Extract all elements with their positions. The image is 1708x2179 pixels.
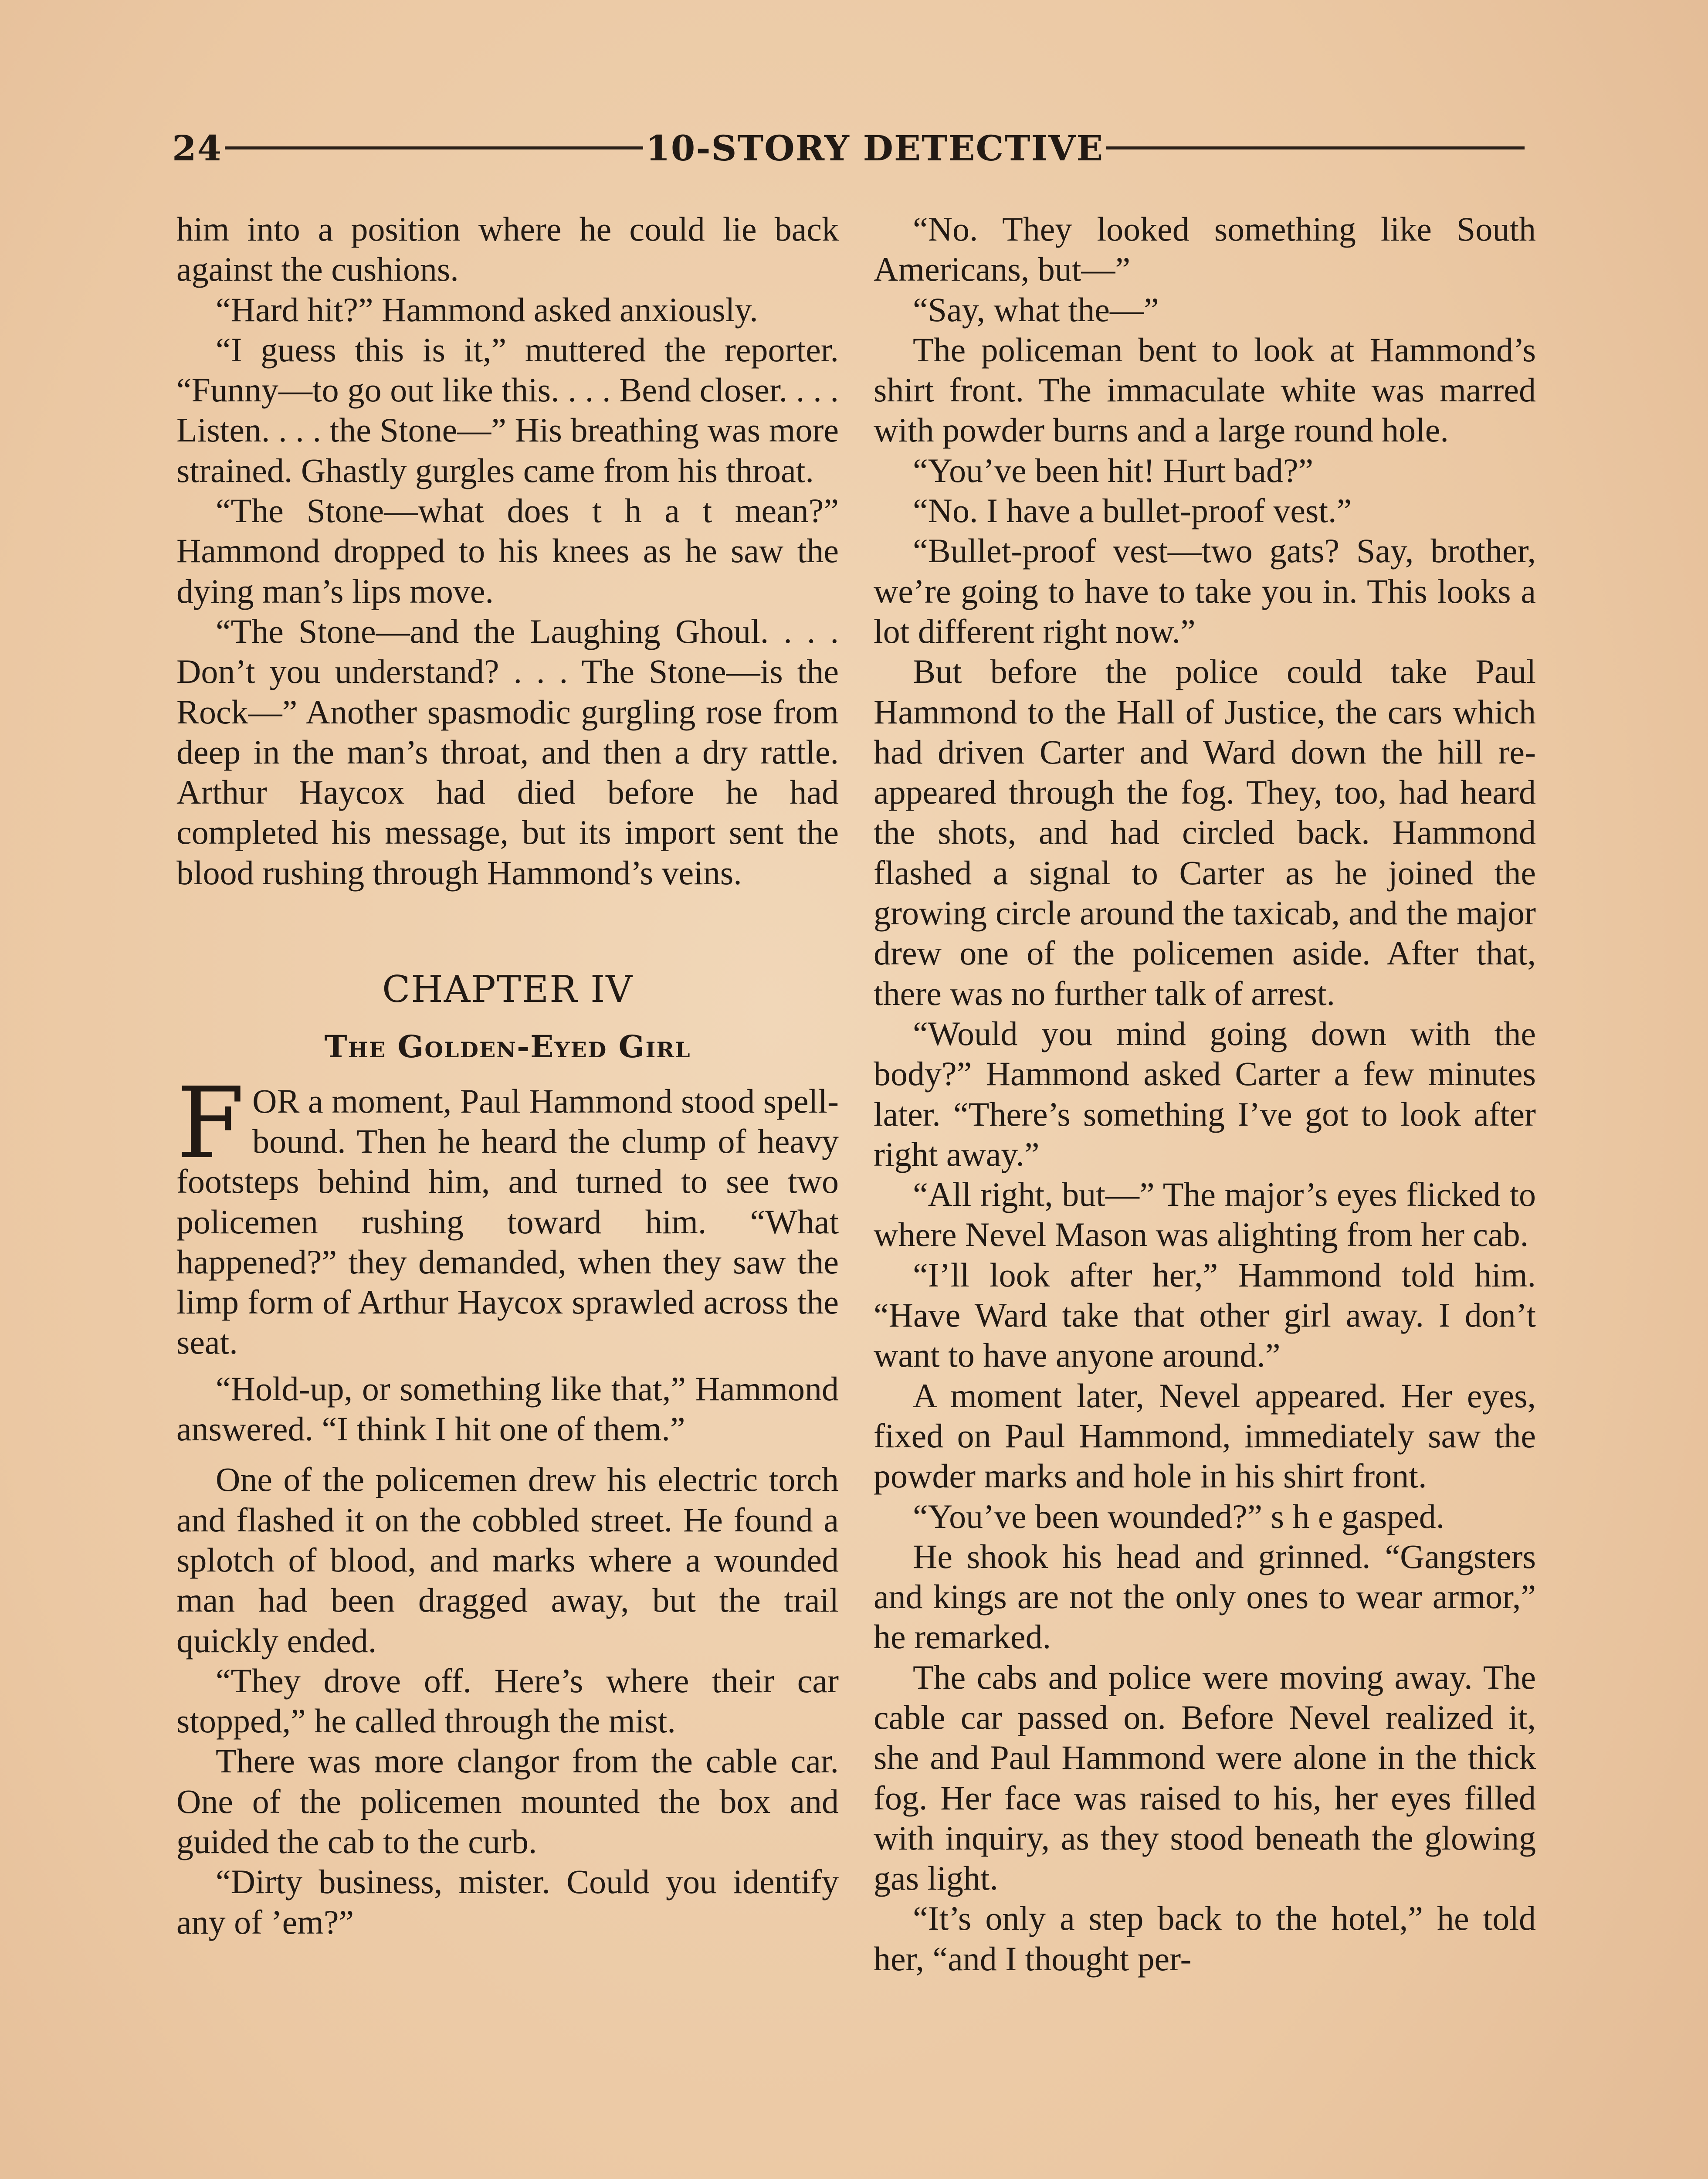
paragraph: “They drove off. Here’s where their car stopped,” he called through the mist. bbox=[176, 1661, 839, 1740]
paragraph: “The Stone—and the Laughing Ghoul. . . . Don’t you understand? . . . The Stone—is the Rock—” Another spasmodic gurgling rose from deep in the man’s throat, and then a dry rattle. Arthur Haycox had died before he had completed his message, but its import sent the blood rushing through Hammond’s veins. bbox=[176, 612, 839, 892]
paragraph: He shook his head and grinned. “Gangsters and kings are not the only ones to wear armor,” he remarked. bbox=[874, 1537, 1536, 1656]
paragraph: “You’ve been hit! Hurt bad?” bbox=[913, 451, 1314, 489]
paragraph: “It’s only a step back to the hotel,” he told her, “and I thought per- bbox=[874, 1899, 1536, 1978]
header-rule-left bbox=[225, 146, 643, 149]
page-number: 24 bbox=[172, 127, 223, 169]
paragraph: “All right, but—” The major’s eyes flicked to where Nevel Mason was alighting from her cab. bbox=[874, 1175, 1536, 1254]
paragraph-text: OR a moment, Paul Hammond stood spell-bound. Then he heard the clump of heavy footsteps behind him, and turned to see two policemen rushing toward him. “What happened?” they demanded, when they saw the limp form of Arthur Haycox sprawled across the seat. bbox=[176, 1082, 839, 1361]
paragraph: But before the police could take Paul Hammond to the Hall of Justice, the cars which had driven Carter and Ward down the hill re-appeared through the fog. They, too, had heard the shots, and had circled back. Hammond flashed a signal to Carter as he joined the growing circle around the taxicab, and the major drew one of the policemen aside. After that, there was no further talk of arrest. bbox=[874, 652, 1536, 1012]
paragraph: “No. I have a bullet-proof vest.” bbox=[913, 492, 1352, 530]
paragraph: “Dirty business, mister. Could you identify any of ’em?” bbox=[176, 1863, 839, 1941]
paragraph: “Would you mind going down with the body?” Hammond asked Carter a few minutes later. “There’s something I’ve got to look after right away.” bbox=[874, 1014, 1536, 1173]
chapter-heading: CHAPTER IV bbox=[382, 968, 633, 1011]
running-header bbox=[172, 127, 1527, 169]
paragraph: There was more clangor from the cable car. One of the policemen mounted the box and guided the cab to the curb. bbox=[176, 1742, 839, 1860]
spacer bbox=[176, 1363, 839, 1369]
paragraph: “You’ve been wounded?” s h e gasped. bbox=[913, 1497, 1445, 1535]
paragraph: “The Stone—what does t h a t mean?” Hammond dropped to his knees as he saw the dying man’s lips move. bbox=[176, 492, 839, 610]
paragraph bbox=[176, 1066, 839, 1363]
paragraph: One of the policemen drew his electric torch and flashed it on the cobbled street. He found a splotch of blood, and marks where a wounded man had been dragged away, but the trail quickly ended. bbox=[176, 1460, 839, 1660]
magazine-title: 10-STORY DETECTIVE bbox=[646, 127, 1104, 169]
paragraph: “No. They looked something like South Americans, but—” bbox=[874, 210, 1536, 288]
paragraph: A moment later, Nevel appeared. Her eyes, fixed on Paul Hammond, immediately saw the powder marks and hole in his shirt front. bbox=[874, 1376, 1536, 1495]
paragraph: The policeman bent to look at Hammond’s shirt front. The immaculate white was marred with powder burns and a large round hole. bbox=[874, 330, 1536, 449]
right-column bbox=[874, 209, 1536, 1979]
spacer bbox=[176, 1449, 839, 1459]
paragraph: him into a position where he could lie back against the cushions. bbox=[176, 210, 839, 288]
paragraph: “I guess this is it,” muttered the reporter. “Funny—to go out like this. . . . Bend closer. . . . Listen. . . . the Stone—” His breathing was more strained. Ghastly gurgles came from his throat. bbox=[176, 330, 839, 489]
paragraph: The cabs and police were moving away. The cable car passed on. Before Nevel realized it, she and Paul Hammond were alone in the thick fog. Her face was raised to his, her eyes filled with inquiry, as they stood beneath the glowing gas light. bbox=[874, 1658, 1536, 1897]
left-column bbox=[176, 209, 839, 1942]
paragraph: “Hard hit?” Hammond asked anxiously. bbox=[216, 290, 758, 329]
paragraph: “Hold-up, or something like that,” Hammond answered. “I think I hit one of them.” bbox=[176, 1369, 839, 1448]
paragraph: “Bullet-proof vest—two gats? Say, brother, we’re going to have to take you in. This looks a lot different right now.” bbox=[874, 532, 1536, 650]
paragraph: “I’ll look after her,” Hammond told him. “Have Ward take that other girl away. I don’t want to have anyone around.” bbox=[874, 1256, 1536, 1375]
chapter-subtitle: The Golden-Eyed Girl bbox=[324, 1028, 691, 1065]
drop-cap: F bbox=[176, 1066, 245, 1181]
header-rule-right bbox=[1106, 146, 1525, 149]
paragraph: “Say, what the—” bbox=[913, 290, 1159, 329]
